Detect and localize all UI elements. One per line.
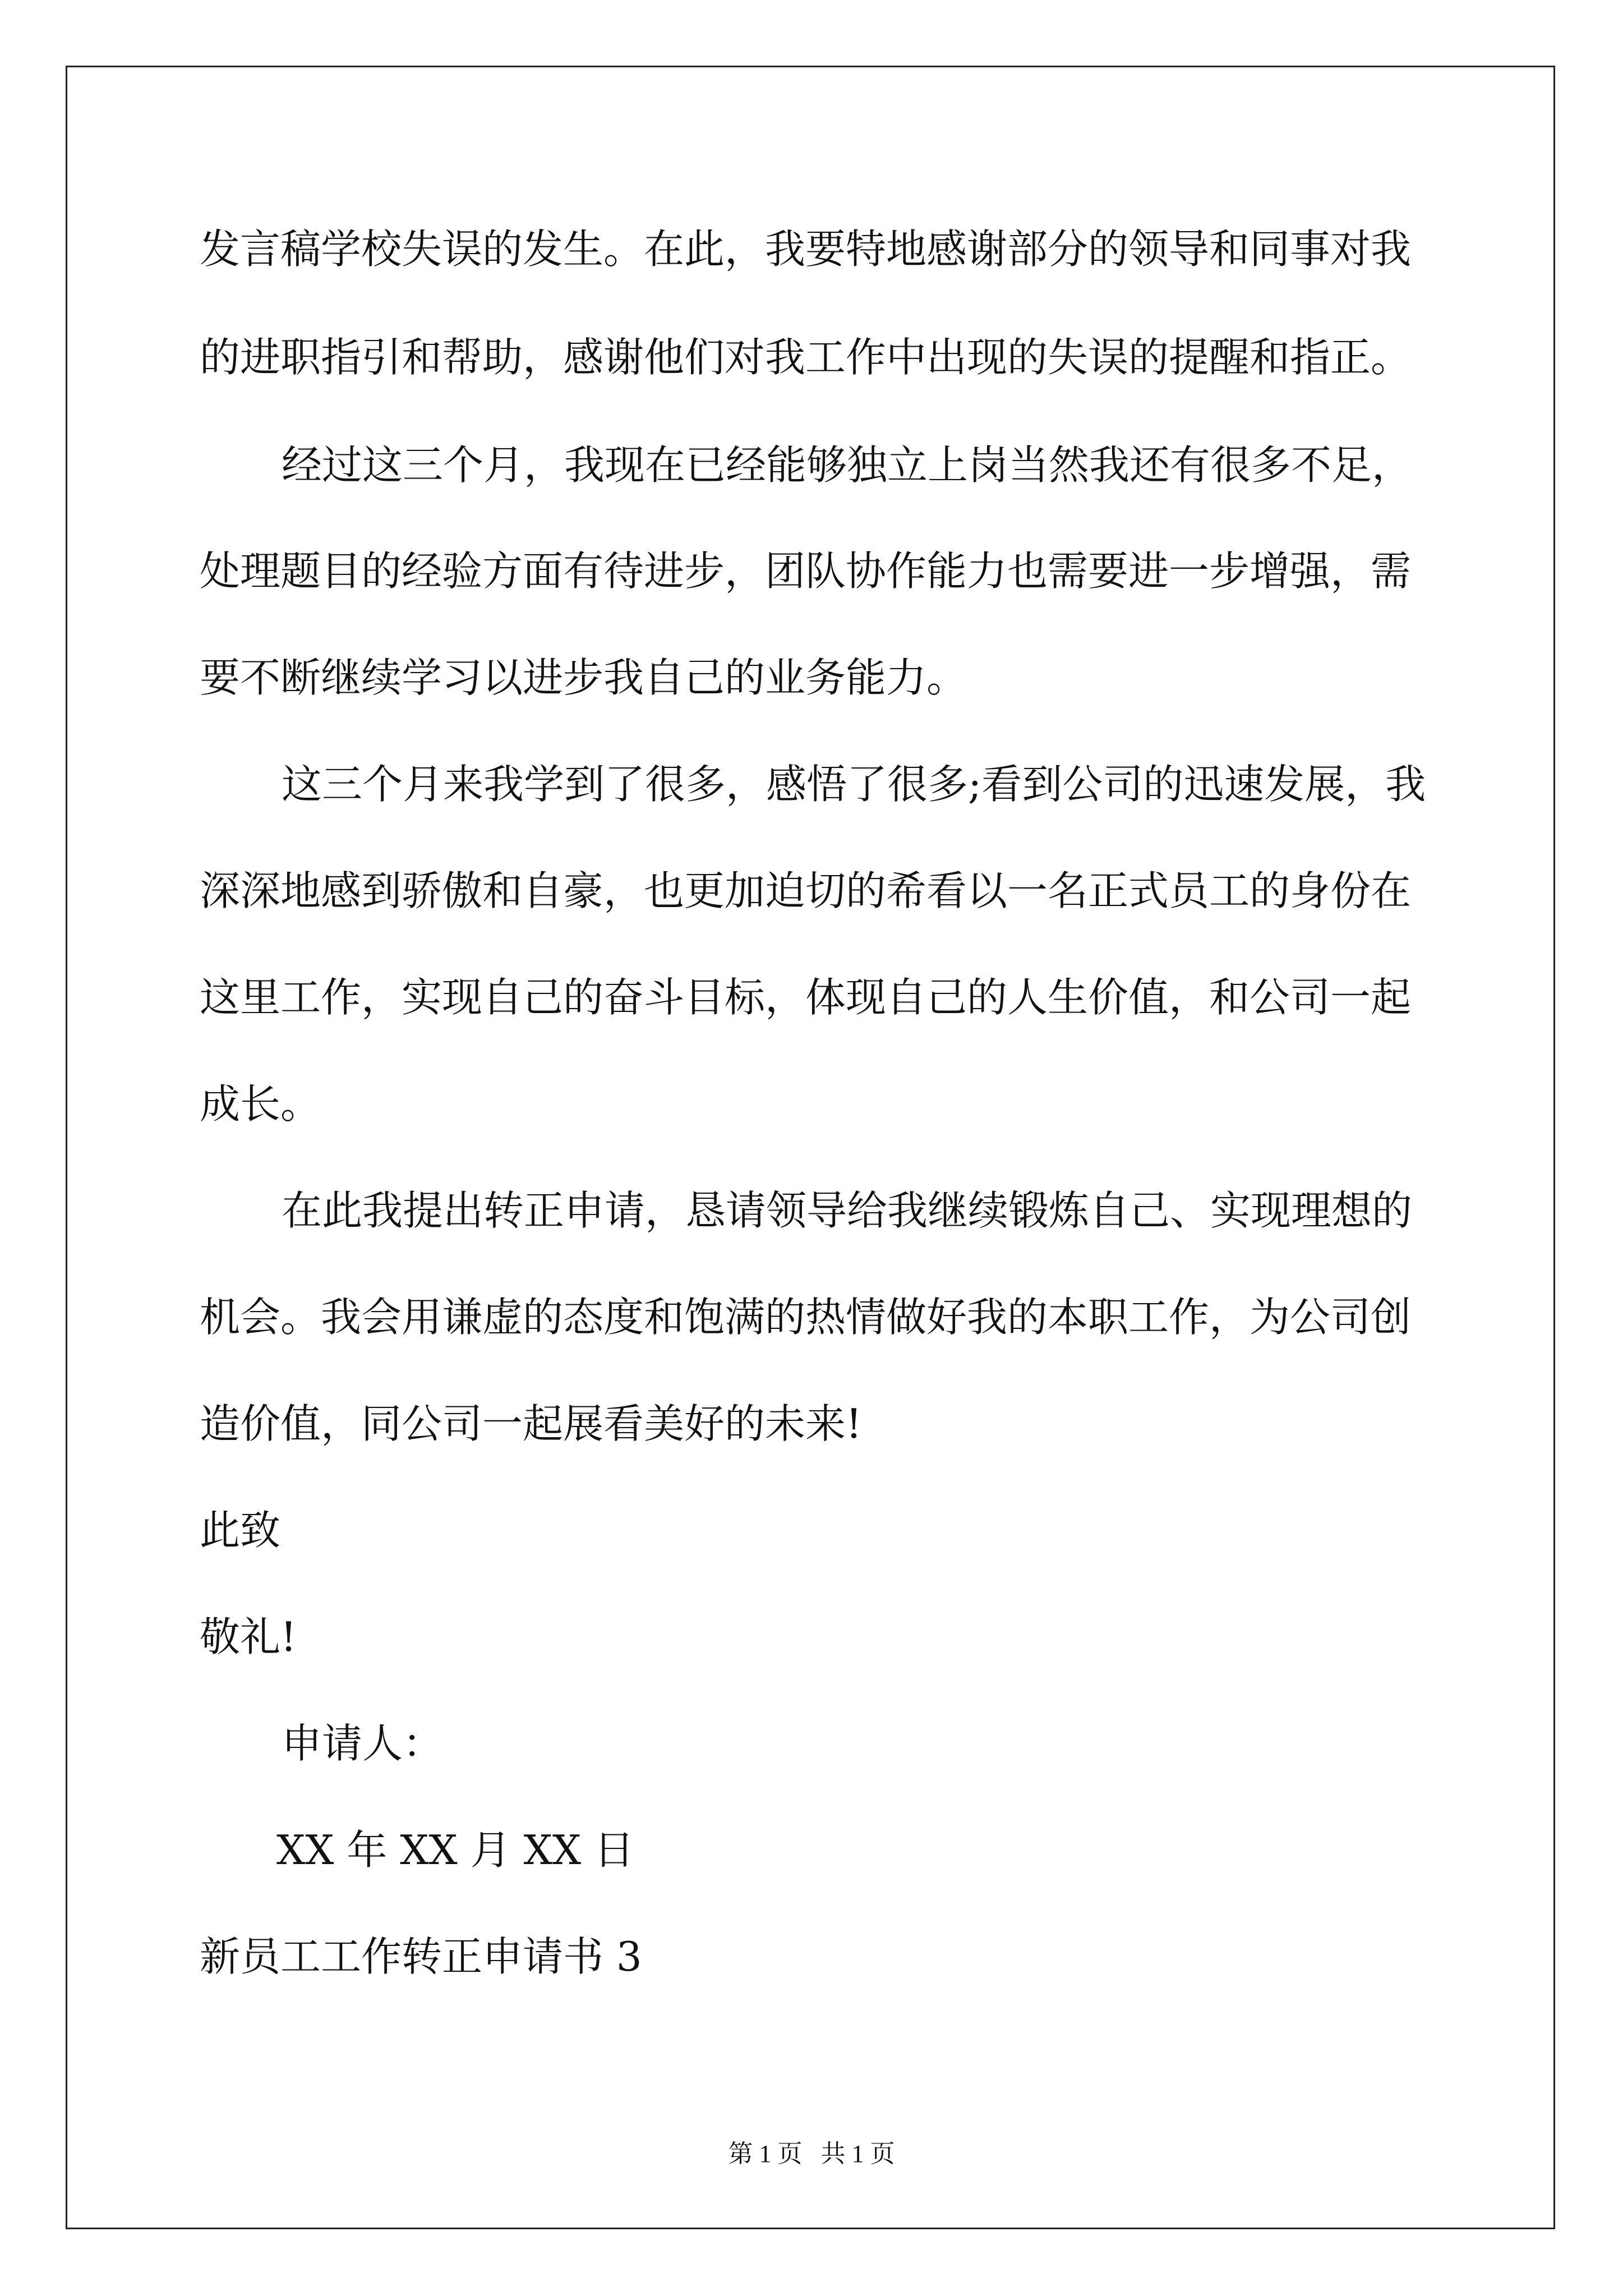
paragraph-first-line: 经过这三个月，我现在已经能够独立上岗当然我还有很多不足，: [282, 441, 1413, 489]
next-section-title: 新员工工作转正申请书 3: [200, 1933, 642, 1980]
closing-regards: 敬礼!: [200, 1613, 297, 1660]
body-text-line: 要不断继续学习以进步我自己的业务能力。: [200, 654, 967, 701]
closing-salutation: 此致: [200, 1507, 281, 1554]
body-text-line: 成长。: [200, 1080, 321, 1128]
body-text-line: 发言稿学校失误的发生。在此，我要特地感谢部分的领导和同事对我: [200, 226, 1412, 273]
date-line: XX 年 XX 月 XX 日: [276, 1826, 634, 1874]
applicant-label: 申请人：: [282, 1720, 444, 1767]
body-text-line: 机会。我会用谦虚的态度和饱满的热情做好我的本职工作，为公司创: [200, 1294, 1412, 1341]
body-text-line: 的进职指引和帮助，感谢他们对我工作中出现的失误的提醒和指正。: [200, 334, 1412, 381]
body-text-line: 处理题目的经验方面有待进步，团队协作能力也需要进一步增强，需: [200, 547, 1412, 595]
body-text-line: 深深地感到骄傲和自豪，也更加迫切的希看以一名正式员工的身份在: [200, 867, 1412, 914]
page-number-footer: 第 1 页 共 1 页: [728, 2140, 895, 2168]
page-border: [66, 66, 1555, 2229]
paragraph-first-line: 这三个月来我学到了很多，感悟了很多;看到公司的迅速发展，我: [282, 761, 1426, 808]
body-text-line: 这里工作，实现自己的奋斗目标，体现自己的人生价值，和公司一起: [200, 974, 1412, 1021]
paragraph-first-line: 在此我提出转正申请，恳请领导给我继续锻炼自己、实现理想的: [282, 1187, 1413, 1234]
body-text-line: 造价值，同公司一起展看美好的未来!: [200, 1400, 862, 1447]
